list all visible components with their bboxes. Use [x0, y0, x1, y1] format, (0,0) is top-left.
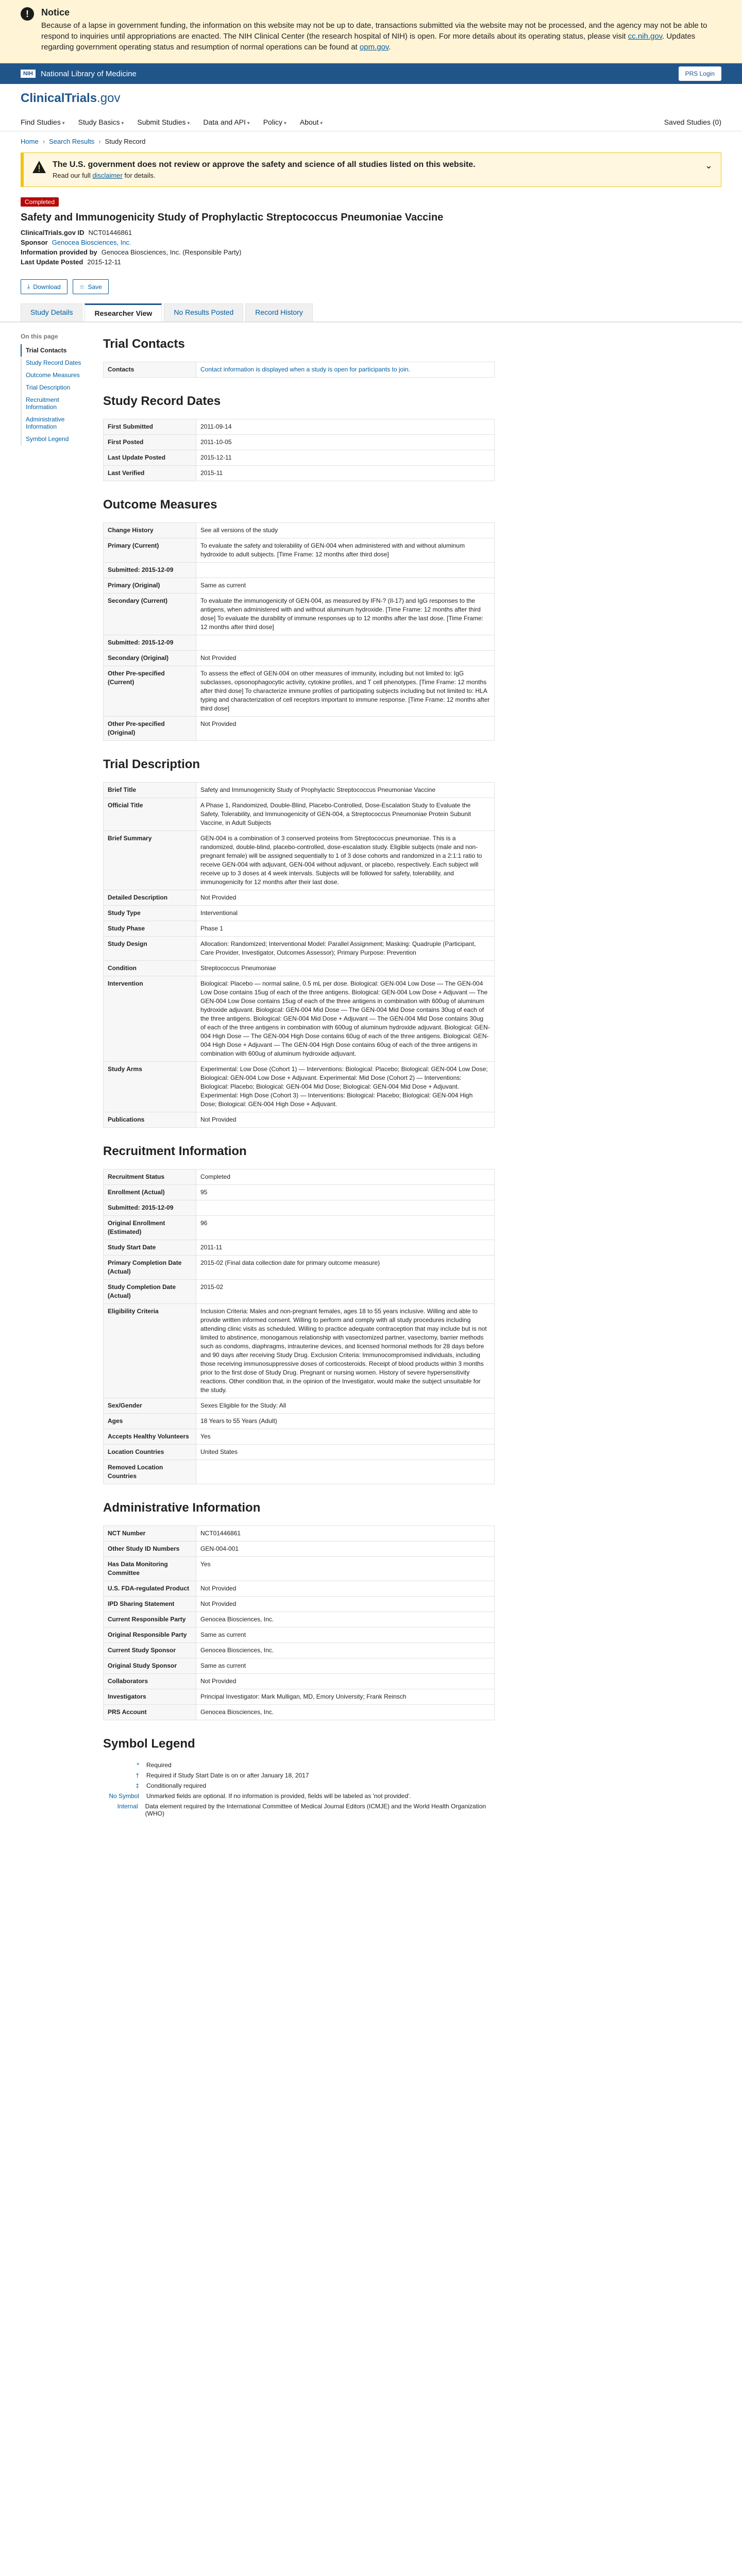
row-value: Completed: [196, 1170, 495, 1185]
tab-study-details[interactable]: Study Details: [21, 303, 82, 321]
row-value: 96: [196, 1216, 495, 1240]
row-value: Yes: [196, 1429, 495, 1445]
disclaimer-link[interactable]: disclaimer: [92, 172, 123, 179]
row-label: Study Completion Date (Actual): [104, 1280, 196, 1304]
table-row: [104, 1658, 495, 1674]
row-value: See all versions of the study: [196, 523, 495, 538]
row-label: NCT Number: [104, 1526, 196, 1541]
row-label: Condition: [104, 961, 196, 976]
sponsor-label: Sponsor: [21, 239, 48, 246]
disclaimer-text: Read our full disclaimer for details.: [53, 172, 156, 179]
table-row: [104, 1200, 495, 1216]
row-value: 18 Years to 55 Years (Adult): [196, 1414, 495, 1429]
row-label: Current Study Sponsor: [104, 1643, 196, 1658]
sidebar-item-symbol-legend[interactable]: Symbol Legend: [21, 433, 82, 445]
row-label: Study Arms: [104, 1062, 196, 1112]
description-table: [103, 782, 495, 1128]
disclaimer-banner[interactable]: [21, 152, 721, 187]
row-label: Ages: [104, 1414, 196, 1429]
funding-notice: [0, 0, 742, 63]
table-row: [104, 906, 495, 921]
row-value: [196, 1460, 495, 1484]
table-row: [104, 419, 495, 435]
row-label: Official Title: [104, 798, 196, 831]
table-row: [104, 783, 495, 798]
table-row: [104, 1689, 495, 1705]
row-value: Safety and Immunogenicity Study of Prophylactic Streptococcus Pneumoniae Vaccine: [196, 783, 495, 798]
row-label: Recruitment Status: [104, 1170, 196, 1185]
outcomes-table: [103, 522, 495, 741]
disclaimer-title: The U.S. government does not review or approve the safety and science of all studies listed on this website.: [53, 160, 476, 169]
row-label: Sex/Gender: [104, 1398, 196, 1414]
info-icon: !: [21, 7, 34, 21]
row-value: Principal Investigator: Mark Mulligan, MD, Emory University; Frank Reinsch: [196, 1689, 495, 1705]
table-row: [104, 1460, 495, 1484]
table-row: [104, 1674, 495, 1689]
row-label: Submitted: 2015-12-09: [104, 1200, 196, 1216]
row-value: Same as current: [196, 578, 495, 594]
row-label: Original Responsible Party: [104, 1628, 196, 1643]
table-row: [104, 1628, 495, 1643]
table-row: Contacts Contact information is displayed when a study is open for participants to join.: [104, 362, 495, 378]
row-label: Current Responsible Party: [104, 1612, 196, 1628]
nav-data-api[interactable]: Data and API ▾: [203, 118, 249, 126]
row-value: 2011-11: [196, 1240, 495, 1256]
table-row: [104, 1185, 495, 1200]
nav-submit-studies[interactable]: Submit Studies ▾: [137, 118, 190, 126]
table-row: [104, 1581, 495, 1597]
table-row: [104, 1612, 495, 1628]
tab-researcher-view[interactable]: Researcher View: [85, 303, 162, 321]
notice-body: Because of a lapse in government funding, the information on this website may not be up to date, transactions submitted via the website may not be processed, and the agency may not be able to respond to inquiries until appropriations are enacted. The NIH Clinical Center (the research hospital of NIH) is open. For more details about its operating status, please visit cc.nih.gov. Updates regarding government operating status and resumption of normal operations can be found at opm.gov.: [41, 21, 707, 52]
table-row: [104, 831, 495, 890]
main-content: [103, 333, 495, 1838]
admin-table: [103, 1526, 495, 1720]
outcomes-title: Outcome Measures: [103, 498, 217, 512]
table-row: [104, 1398, 495, 1414]
info-value: Genocea Biosciences, Inc. (Responsible Party): [101, 248, 242, 256]
row-value: 95: [196, 1185, 495, 1200]
row-value: 2011-10-05: [196, 435, 495, 450]
sidebar-item-trial-description[interactable]: Trial Description: [21, 381, 82, 394]
row-value: Allocation: Randomized; Interventional Model: Parallel Assignment; Masking: Quadruple (Participant, Care Provider, Investigator, Outcomes Assessor); Primary Purpose: Prevention: [196, 937, 495, 961]
legend-title: Symbol Legend: [103, 1737, 195, 1751]
chevron-down-icon[interactable]: ⌄: [704, 160, 713, 171]
table-row: [104, 594, 495, 635]
action-row: [0, 274, 742, 303]
row-value: Biological: Placebo — normal saline, 0.5 mL per dose. Biological: GEN-004 Low Dose — The GEN-004 Low Dose contains 15ug of each of the three antigens. Biological: GEN-004 Low Dose + Adjuvant — The GEN-004 Low Dose contains 15ug of each of the three antigens in combination with 600ug of aluminum hydroxide adjuvant. Biological: GEN-004 Mid Dose — The GEN-004 Mid Dose contains 30ug of each of the three antigens. Biological: GEN-004 Mid Dose + Adjuvant — The GEN-004 Mid Dose contains 30ug of each of the three antigens in combination with 600ug of aluminum hydroxide adjuvant. Biological: GEN-004 High Dose — The GEN-004 High Dose contains 60ug of each of the three antigens. Biological: GEN-004 High Dose + Adjuvant — The GEN-004 High Dose contains 60ug of each of the three antigens in combination with 600ug of aluminum hydroxide adjuvant.: [196, 976, 495, 1062]
table-row: [104, 1445, 495, 1460]
table-row: [104, 1170, 495, 1185]
nlm-name[interactable]: National Library of Medicine: [40, 69, 137, 78]
row-label: Primary Completion Date (Actual): [104, 1256, 196, 1280]
contacts-title: Trial Contacts: [103, 337, 185, 351]
row-label: Removed Location Countries: [104, 1460, 196, 1484]
row-value: To evaluate the safety and tolerability of GEN-004 when administered with and without aluminum hydroxide to adult subjects. [Time Frame: 12 months after third dose]: [196, 538, 495, 563]
table-row: [104, 523, 495, 538]
row-label: Original Enrollment (Estimated): [104, 1216, 196, 1240]
row-value: 2015-02 (Final data collection date for primary outcome measure): [196, 1256, 495, 1280]
nav-about[interactable]: About ▾: [300, 118, 323, 126]
row-label: First Submitted: [104, 419, 196, 435]
legend-row: * Required: [137, 1761, 172, 1769]
sponsor-link[interactable]: Genocea Biosciences, Inc.: [52, 239, 131, 246]
row-label: Location Countries: [104, 1445, 196, 1460]
download-button[interactable]: ⤓ Download: [21, 279, 68, 294]
row-label: Submitted: 2015-12-09: [104, 635, 196, 651]
row-label: Has Data Monitoring Committee: [104, 1557, 196, 1581]
row-value: To evaluate the immunogenicity of GEN-004, as measured by IFN-? (Il-17) and IgG responses to the antigens, when administered with and without aluminum hydroxide. [Time Frame: 12 months after third dose] To evaluate the durability of immune responses up to 12 months after the last dose. [Time Frame: 12 months after third dose]: [196, 594, 495, 635]
row-label: Primary (Original): [104, 578, 196, 594]
table-row: [104, 1643, 495, 1658]
sidebar-item-recruitment[interactable]: Recruitment Information: [21, 394, 82, 413]
table-row: [104, 890, 495, 906]
row-value: [196, 563, 495, 578]
row-value: Inclusion Criteria: Males and non-pregnant females, ages 18 to 55 years inclusive. Willing and able to provide written informed consent. Willing to perform and comply with all study procedures including attending clinic visits as scheduled. Willing to practice adequate contraception that may include but is not limited to abstinence, monogamous relationship with vasectomized partner, vasectomy, barrier methods such as condoms, diaphragms, intrauterine devices, and licensed hormonal methods for 28 days before and 90 days after receiving Study Drug. Exclusion Criteria: Immunocompromised individuals, including those receiving immunosuppressive doses of corticosteroids. Receipt of blood products within 3 months prior to the first dose of Study Drug. Pregnant or nursing women. History of severe hypersensitivity reactions. Other condition that, in the opinion of the Investigator, would make the subject unsuitable for the study.: [196, 1304, 495, 1398]
row-label: Original Study Sponsor: [104, 1658, 196, 1674]
row-label: Other Pre-specified (Original): [104, 717, 196, 741]
table-row: [104, 1062, 495, 1112]
row-label: PRS Account: [104, 1705, 196, 1720]
save-button[interactable]: ☆ Save: [73, 279, 109, 294]
crumb-home[interactable]: Home: [21, 138, 39, 145]
site-brand[interactable]: [0, 84, 742, 113]
contacts-table: [103, 362, 495, 378]
page-title: Safety and Immunogenicity Study of Prophylactic Streptococcus Pneumoniae Vaccine: [21, 212, 444, 223]
legend-row: ‡ Conditionally required: [136, 1782, 207, 1789]
row-label: Brief Title: [104, 783, 196, 798]
dates-title: Study Record Dates: [103, 394, 221, 408]
table-row: [104, 1429, 495, 1445]
row-label: Last Update Posted: [104, 450, 196, 466]
table-row: [104, 466, 495, 481]
row-value: Sexes Eligible for the Study: All: [196, 1398, 495, 1414]
updated-label: Last Update Posted: [21, 258, 83, 266]
row-value: Phase 1: [196, 921, 495, 937]
row-value: Same as current: [196, 1628, 495, 1643]
row-value: To assess the effect of GEN-004 on other measures of immunity, including but not limited to: IgG subclasses, opsonophagocytic activity, cytokine profiles, and T cell phenotypes. [Time Frame: 12 months after third dose] To characterize immune profiles of participating subjects including but not limited to: HLA typing and characterization of cell receptors important to immune response. [Time Frame: 12 months after third dose]: [196, 666, 495, 717]
row-value: [196, 1200, 495, 1216]
table-row: [104, 1256, 495, 1280]
table-row: [104, 1597, 495, 1612]
row-label: Secondary (Current): [104, 594, 196, 635]
table-row: [104, 798, 495, 831]
table-row: [104, 1705, 495, 1720]
row-value: 2015-12-11: [196, 450, 495, 466]
sidebar-item-outcome-measures[interactable]: Outcome Measures: [21, 369, 82, 381]
table-row: [104, 1280, 495, 1304]
sidebar-item-record-dates[interactable]: Study Record Dates: [21, 357, 82, 369]
legend-row: Internal Data element required by the International Committee of Medical Journal Editors (ICMJE) and the World Health Organization (WHO): [117, 1803, 486, 1817]
view-tabs: [0, 303, 742, 323]
row-label: Change History: [104, 523, 196, 538]
table-row: [104, 563, 495, 578]
row-value: Interventional: [196, 906, 495, 921]
saved-studies-link[interactable]: Saved Studies (0): [664, 117, 721, 126]
table-row: [104, 635, 495, 651]
row-label: Study Phase: [104, 921, 196, 937]
row-value: NCT01446861: [196, 1526, 495, 1541]
row-value: Not Provided: [196, 890, 495, 906]
updated-value: 2015-12-11: [87, 258, 121, 266]
sidebar-item-trial-contacts[interactable]: Trial Contacts: [21, 344, 82, 357]
bookmark-icon: ☆: [79, 283, 85, 291]
table-row: [104, 578, 495, 594]
brand-title: ClinicalTrials: [21, 91, 97, 105]
table-row: [104, 717, 495, 741]
sidebar-title: On this page: [21, 333, 58, 340]
table-row: [104, 666, 495, 717]
nih-logo[interactable]: NIH: [21, 70, 36, 78]
download-icon: ⤓: [27, 283, 30, 290]
row-value: Genocea Biosciences, Inc.: [196, 1612, 495, 1628]
row-label: Intervention: [104, 976, 196, 1062]
row-label: Other Pre-specified (Current): [104, 666, 196, 717]
row-value: 2015-02: [196, 1280, 495, 1304]
recruitment-table: [103, 1169, 495, 1484]
row-label: Investigators: [104, 1689, 196, 1705]
row-value: 2015-11: [196, 466, 495, 481]
recruitment-title: Recruitment Information: [103, 1144, 247, 1158]
notice-title: Notice: [41, 7, 70, 18]
legend-row: † Required if Study Start Date is on or after January 18, 2017: [136, 1772, 309, 1779]
row-value: Not Provided: [196, 1581, 495, 1597]
row-label: Study Design: [104, 937, 196, 961]
table-row: [104, 651, 495, 666]
row-label: U.S. FDA-regulated Product: [104, 1581, 196, 1597]
nav-policy[interactable]: Policy ▾: [263, 118, 286, 126]
row-value: GEN-004 is a combination of 3 conserved proteins from Streptococcus pneumoniae. This is a randomized, double-blind, placebo-controlled, dose-escalation study. Eligible subjects (male and non-pregnant female) will be assigned sequentially to 1 of 3 dose cohorts and randomized in a 2:1:1 ratio to receive GEN-004 with adjuvant, GEN-004 without adjuvant, or placebo, respectively. Each subject will receive up to 3 doses at 4 week intervals. Subjects will be followed for safety, tolerability, and immunogenicity for 12 months after their last dose.: [196, 831, 495, 890]
table-row: [104, 1112, 495, 1128]
crumb-search-results[interactable]: Search Results: [49, 138, 95, 145]
row-value: Streptococcus Pneumoniae: [196, 961, 495, 976]
legend-row: No Symbol Unmarked fields are optional. If no information is provided, fields will be labeled as 'not provided'.: [109, 1792, 411, 1800]
row-label: IPD Sharing Statement: [104, 1597, 196, 1612]
table-row: [104, 450, 495, 466]
row-label: Detailed Description: [104, 890, 196, 906]
tab-no-results[interactable]: No Results Posted: [164, 303, 243, 321]
status-badge: Completed: [21, 197, 59, 207]
row-value: Not Provided: [196, 1674, 495, 1689]
id-label: ClinicalTrials.gov ID: [21, 229, 85, 236]
row-value: Experimental: Low Dose (Cohort 1) — Interventions: Biological: Placebo; Biological: GEN-004 Low Dose; Biological: GEN-004 Low Dose + Adjuvant. Experimental: Mid Dose (Cohort 2) — Interventions: Biological: Placebo; Biological: GEN-004 Mid Dose; Biological: GEN-004 Mid Dose + Adjuvant. Experimental: High Dose (Cohort 3) — Interventions: Biological: Placebo; Biological: GEN-004 High Dose; Biological: GEN-004 High Dose + Adjuvant.: [196, 1062, 495, 1112]
row-label: Study Type: [104, 906, 196, 921]
table-row: [104, 1304, 495, 1398]
table-row: [104, 1526, 495, 1541]
row-label: Last Verified: [104, 466, 196, 481]
row-value: United States: [196, 1445, 495, 1460]
study-header: [0, 187, 742, 274]
table-row: [104, 1216, 495, 1240]
nav-study-basics[interactable]: Study Basics ▾: [78, 118, 124, 126]
row-label: Brief Summary: [104, 831, 196, 890]
table-row: [104, 1414, 495, 1429]
nav-find-studies[interactable]: Find Studies ▾: [21, 118, 65, 126]
row-label: Eligibility Criteria: [104, 1304, 196, 1398]
info-label: Information provided by: [21, 248, 97, 256]
row-label: Enrollment (Actual): [104, 1185, 196, 1200]
dates-table: [103, 419, 495, 481]
table-row: [104, 1541, 495, 1557]
row-label: Other Study ID Numbers: [104, 1541, 196, 1557]
row-value: Genocea Biosciences, Inc.: [196, 1643, 495, 1658]
row-value: Not Provided: [196, 1597, 495, 1612]
table-row: [104, 937, 495, 961]
symbol-legend: [103, 1761, 495, 1817]
table-row: [104, 961, 495, 976]
opm-link[interactable]: opm.gov: [359, 43, 389, 52]
crumb-current: Study Record: [105, 138, 146, 145]
warning-icon: [32, 160, 46, 174]
description-title: Trial Description: [103, 757, 200, 771]
table-row: [104, 435, 495, 450]
row-label: First Posted: [104, 435, 196, 450]
table-row: [104, 538, 495, 563]
row-label: Collaborators: [104, 1674, 196, 1689]
page-sidebar: [21, 333, 82, 1838]
nct-id: NCT01446861: [88, 229, 132, 236]
row-value: Same as current: [196, 1658, 495, 1674]
admin-title: Administrative Information: [103, 1501, 261, 1515]
table-row: [104, 921, 495, 937]
row-value: Not Provided: [196, 651, 495, 666]
row-label: Study Start Date: [104, 1240, 196, 1256]
cc-nih-link[interactable]: cc.nih.gov: [628, 32, 663, 41]
table-row: [104, 1240, 495, 1256]
tab-record-history[interactable]: Record History: [245, 303, 313, 321]
row-label: Accepts Healthy Volunteers: [104, 1429, 196, 1445]
row-value: 2011-09-14: [196, 419, 495, 435]
row-value: GEN-004-001: [196, 1541, 495, 1557]
sidebar-item-administrative[interactable]: Administrative Information: [21, 413, 82, 433]
brand-suffix: .gov: [97, 91, 121, 105]
row-value: Not Provided: [196, 717, 495, 741]
row-value: [196, 635, 495, 651]
row-value: Genocea Biosciences, Inc.: [196, 1705, 495, 1720]
nlm-bar: [0, 63, 742, 84]
row-value: Yes: [196, 1557, 495, 1581]
row-label: Secondary (Original): [104, 651, 196, 666]
row-value: A Phase 1, Randomized, Double-Blind, Placebo-Controlled, Dose-Escalation Study to Evaluate the Safety, Tolerability, and Immunogenicity of GEN-004, a Streptococcus Pneumoniae Protein Subunit Vaccine, in Adult Subjects: [196, 798, 495, 831]
row-label: Publications: [104, 1112, 196, 1128]
table-row: [104, 1557, 495, 1581]
breadcrumb: Home › Search Results › Study Record: [21, 138, 146, 145]
main-nav: [0, 113, 742, 131]
prs-login-button[interactable]: PRS Login: [679, 66, 721, 81]
table-row: [104, 976, 495, 1062]
row-label: Submitted: 2015-12-09: [104, 563, 196, 578]
row-value: Not Provided: [196, 1112, 495, 1128]
row-label: Primary (Current): [104, 538, 196, 563]
